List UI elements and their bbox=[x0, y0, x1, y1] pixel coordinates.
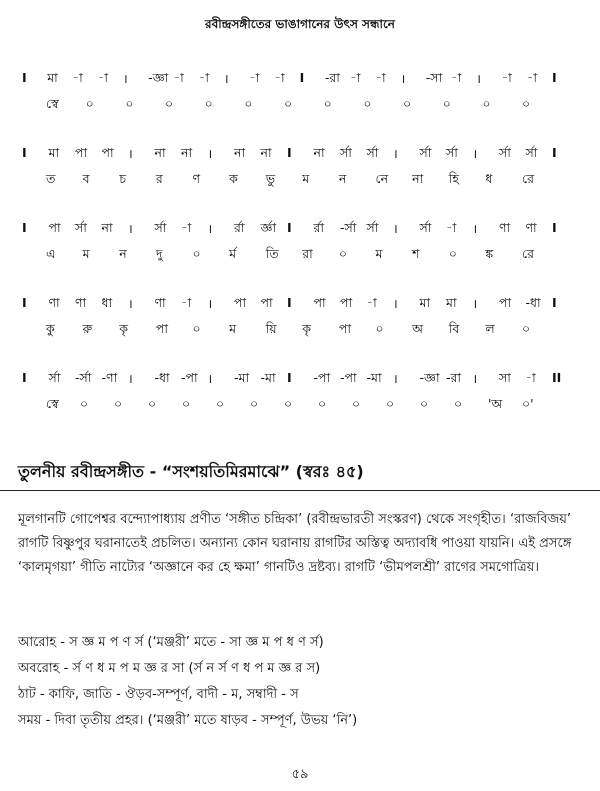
swara-token: -ণা bbox=[101, 370, 118, 385]
swara-token: । bbox=[122, 71, 128, 86]
lyric-token: ০ bbox=[284, 96, 293, 111]
lyric-token: ০ bbox=[250, 396, 259, 411]
lyric-token: স্বে bbox=[46, 96, 59, 111]
swara-token: পা bbox=[313, 295, 326, 310]
lyric-token: দু bbox=[155, 246, 163, 261]
lyric-token: কৃ bbox=[302, 321, 312, 336]
lyric-token: রা bbox=[302, 246, 313, 261]
lyric-token: নে bbox=[375, 171, 389, 186]
swara-token: -মা bbox=[260, 370, 276, 385]
swara-token: -া bbox=[274, 70, 285, 85]
swara-token: I bbox=[287, 295, 292, 310]
swara-token: I bbox=[22, 145, 27, 160]
lyric-token: ০ bbox=[192, 246, 201, 261]
lyric-row bbox=[22, 396, 578, 418]
avaroha-line: অবরোহ - র্স ণ ধ ম প ম জ্ঞ র সা (র্স ন র্স ণ ধ প ম জ্ঞ র স) bbox=[18, 661, 321, 676]
swara-token: র্সা bbox=[446, 145, 458, 160]
lyric-token: ০ bbox=[244, 96, 253, 111]
swara-token: মা bbox=[48, 145, 60, 160]
swara-token: I bbox=[22, 70, 27, 85]
swara-token: । bbox=[128, 371, 133, 386]
swara-token: । bbox=[223, 71, 229, 86]
swara-token: ধা bbox=[101, 295, 113, 310]
swara-token: মা bbox=[419, 295, 431, 310]
lyric-row bbox=[22, 321, 578, 343]
lyric-token: ০ bbox=[125, 96, 134, 111]
swara-token: । bbox=[393, 221, 398, 236]
swara-token: I bbox=[22, 295, 27, 310]
lyric-token: ০ bbox=[403, 96, 412, 111]
swara-row bbox=[22, 295, 578, 317]
lyric-token: ক bbox=[229, 171, 238, 186]
lyric-token: ০ bbox=[114, 396, 123, 411]
swara-token: ণা bbox=[75, 295, 87, 310]
swara-row bbox=[22, 145, 578, 167]
lyric-token: ন bbox=[338, 171, 347, 186]
lyric-token: ০ bbox=[454, 396, 463, 411]
swara-token: । bbox=[472, 296, 478, 311]
swara-token: -পা bbox=[313, 370, 331, 385]
section-heading: তুলনীয় রবীন্দ্রসঙ্গীত - “সংশয়তিমিরমাঝে” (স্বরঃ ৪৫) bbox=[18, 462, 364, 481]
lyric-token: ০ bbox=[522, 96, 531, 111]
swara-token: সা bbox=[499, 370, 511, 385]
lyric-token: বি bbox=[448, 321, 460, 336]
lyric-token: কু bbox=[46, 321, 55, 336]
swara-token: র্সা bbox=[499, 145, 511, 160]
swara-token: না bbox=[154, 145, 166, 160]
swara-token: । bbox=[128, 146, 133, 161]
lyric-token: ন bbox=[119, 246, 127, 261]
swara-token: পা bbox=[75, 145, 88, 160]
swara-token: I bbox=[552, 145, 557, 160]
page-number: ৫৯ bbox=[291, 767, 309, 782]
swara-token: II bbox=[552, 370, 562, 385]
swara-token: র্সা bbox=[48, 370, 61, 385]
lyric-token: ০ bbox=[192, 321, 201, 336]
lyric-row bbox=[22, 246, 578, 268]
swara-token: । bbox=[128, 221, 133, 236]
swara-token: । bbox=[393, 146, 398, 161]
swara-token: -পা bbox=[181, 370, 198, 385]
swara-token: পা bbox=[340, 295, 353, 310]
swara-token: -া bbox=[173, 70, 184, 85]
swara-token: -র্সা bbox=[75, 370, 92, 385]
lyric-token: ০ bbox=[182, 396, 191, 411]
lyric-token: 'অ bbox=[488, 396, 503, 411]
lyric-token: ০ bbox=[522, 321, 531, 336]
swara-token: -র্সা bbox=[340, 220, 357, 235]
swara-token: -জ্ঞা bbox=[148, 70, 169, 85]
swara-token: I bbox=[552, 220, 557, 235]
swara-token: -া bbox=[525, 370, 536, 385]
lyric-token: শ bbox=[412, 246, 420, 261]
swara-token: র্সা bbox=[419, 220, 432, 235]
lyric-token: স্বে bbox=[46, 396, 59, 411]
lyric-token: চ bbox=[119, 171, 126, 186]
lyric-token: ০ bbox=[318, 396, 327, 411]
lyric-token: ধ bbox=[485, 171, 493, 186]
swara-token: র্সা bbox=[154, 220, 167, 235]
swara-token: I bbox=[287, 370, 292, 385]
swara-token: -মা bbox=[366, 370, 382, 385]
lyric-token: ০ bbox=[216, 396, 225, 411]
swara-token: -মা bbox=[234, 370, 250, 385]
swara-token: র্রা bbox=[234, 220, 245, 235]
swara-token: র্সা bbox=[525, 145, 538, 160]
swara-token: র্সা bbox=[366, 220, 379, 235]
swara-token: -া bbox=[366, 295, 377, 310]
swara-token: -া bbox=[350, 70, 361, 85]
lyric-token: ০ bbox=[352, 396, 361, 411]
swara-token: -ধা bbox=[154, 370, 170, 385]
lyric-token: পা bbox=[338, 321, 352, 336]
lyric-token: ০ bbox=[482, 96, 491, 111]
swara-token: -পা bbox=[340, 370, 357, 385]
lyric-row bbox=[22, 171, 578, 193]
swara-token: -া bbox=[198, 70, 209, 85]
lyric-token: রু bbox=[82, 321, 93, 336]
swara-token: । bbox=[393, 296, 398, 311]
swara-token: -া bbox=[446, 220, 457, 235]
swara-token: I bbox=[552, 295, 557, 310]
swara-token: । bbox=[472, 221, 478, 236]
description-paragraph: মূলগানটি গোপেশ্বর বন্দ্যোপাধ্যায় প্রণীত ‘সঙ্গীত চন্দ্রিকা’ (রবীন্দ্রভারতী সংস্করণ) থেকে সংগৃহীত। ‘রাজবিজয়’ রাগটি বিষ্ণুপুর ঘরানাতেই প্রচলিত। অন্যান্য কোন ঘরানায় রাগটির অস্তিত্ব অদ্যাবধি পাওয়া যায়নি। এই প্রসঙ্গে ‘কালমৃগয়া’ গীতি নাট্যের ‘অজ্ঞানে কর হে ক্ষমা’ গানটিও দ্রষ্টব্য। রাগটি ‘ভীমপলশ্রী’ রাগের সমগোত্রিয়। bbox=[18, 512, 572, 575]
swara-token: র্সা bbox=[366, 145, 379, 160]
swara-token: র্সা bbox=[419, 145, 432, 160]
page-header: রবীন্দ্রসঙ্গীতের ভাঙাগানের উৎস সন্ধানে bbox=[205, 17, 395, 31]
swara-token: -া bbox=[375, 70, 386, 85]
swara-token: না bbox=[260, 145, 272, 160]
lyric-token: তি bbox=[265, 246, 279, 261]
lyric-token: ০ bbox=[80, 396, 89, 411]
swara-token: মা bbox=[47, 70, 58, 85]
lyric-token: ০ bbox=[338, 246, 348, 261]
swara-token: র্সা bbox=[340, 145, 352, 160]
lyric-token: ০ bbox=[148, 396, 157, 411]
aroha-line: আরোহ - স জ্ঞ ম প ণ র্স (‘মঞ্জরী’ মতে - সা জ্ঞ ম প ধ ণ র্স) bbox=[18, 635, 324, 650]
lyric-token: ম bbox=[375, 246, 383, 261]
thaat-line: ঠাট - কাফি, জাতি - ঔড়ব-সম্পূর্ণ, বাদী - ম, সম্বাদী - স bbox=[18, 687, 299, 702]
samay-line: সময় - দিবা তৃতীয় প্রহর। (‘মঞ্জরী’ মতে ষাড়ব - সম্পূর্ণ, উভয় ‘নি’) bbox=[18, 713, 358, 728]
swara-token: -রা bbox=[324, 70, 340, 85]
lyric-token: ০' bbox=[522, 396, 534, 411]
lyric-token: ঙ্ক bbox=[485, 246, 494, 261]
lyric-token: ০ bbox=[323, 96, 332, 111]
lyric-token: ম bbox=[82, 246, 90, 261]
swara-token: -া bbox=[451, 70, 462, 85]
lyric-token: ম bbox=[229, 321, 237, 336]
swara-token: পা bbox=[234, 295, 247, 310]
swara-token: র্জ্ঞা bbox=[260, 220, 277, 235]
swara-token: না bbox=[101, 220, 113, 235]
swara-token: ণা bbox=[499, 220, 511, 235]
swara-token: পা bbox=[499, 295, 512, 310]
swara-token: -া bbox=[526, 70, 538, 85]
swara-token: I bbox=[552, 70, 557, 85]
swara-token: -া bbox=[181, 220, 192, 235]
swara-token: -রা bbox=[446, 370, 462, 385]
swara-token: পা bbox=[260, 295, 273, 310]
swara-token: -ধা bbox=[525, 295, 541, 310]
swara-token: -জ্ঞা bbox=[419, 370, 440, 385]
swara-token: ণা bbox=[525, 220, 537, 235]
swara-token: । bbox=[472, 371, 478, 386]
swara-token: -া bbox=[97, 70, 108, 85]
swara-row bbox=[22, 370, 578, 392]
lyric-token: ০ bbox=[448, 246, 457, 261]
swara-token: -া bbox=[501, 70, 512, 85]
lyric-token: র্ম bbox=[229, 246, 237, 261]
swara-token: I bbox=[22, 220, 27, 235]
lyric-token: ম bbox=[302, 171, 310, 186]
swara-token: । bbox=[207, 146, 213, 161]
swara-token: । bbox=[207, 371, 213, 386]
swara-token: র্রা bbox=[313, 220, 325, 235]
swara-token: । bbox=[207, 296, 213, 311]
lyric-token: রে bbox=[522, 171, 534, 186]
lyric-token: ল bbox=[485, 321, 495, 336]
lyric-token: এ bbox=[46, 246, 56, 261]
swara-token: । bbox=[400, 71, 406, 86]
lyric-token: ০ bbox=[363, 96, 372, 111]
swara-row bbox=[22, 220, 578, 242]
swara-token: I bbox=[287, 220, 292, 235]
swara-token: -া bbox=[249, 70, 260, 85]
lyric-token: ০ bbox=[375, 321, 384, 336]
swara-token: ণা bbox=[154, 295, 166, 310]
lyric-token: ০ bbox=[420, 396, 429, 411]
swara-token: র্সা bbox=[75, 220, 87, 235]
lyric-token: ০ bbox=[386, 396, 395, 411]
lyric-token: না bbox=[412, 171, 424, 186]
lyric-token: রে bbox=[522, 246, 534, 261]
swara-token: I bbox=[22, 370, 27, 385]
swara-token: । bbox=[393, 371, 398, 386]
swara-token: -সা bbox=[425, 70, 443, 85]
swara-token: না bbox=[234, 145, 246, 160]
lyric-token: হি bbox=[448, 171, 459, 186]
lyric-token: কৃ bbox=[119, 321, 128, 336]
prose-block bbox=[18, 508, 586, 580]
swara-token: I bbox=[287, 145, 292, 160]
swara-token: মা bbox=[446, 295, 457, 310]
swara-token: না bbox=[313, 145, 325, 160]
swara-token: -া bbox=[181, 295, 192, 310]
lyric-token: ০ bbox=[442, 96, 451, 111]
lyric-row bbox=[22, 96, 578, 118]
lyric-token: ০ bbox=[85, 96, 94, 111]
lyric-token: ০ bbox=[165, 96, 174, 111]
lyric-token: র bbox=[155, 171, 163, 186]
swara-row bbox=[22, 70, 578, 92]
swara-token: পা bbox=[48, 220, 61, 235]
swara-token: । bbox=[128, 296, 133, 311]
lyric-token: ণ bbox=[192, 171, 201, 186]
swara-token: I bbox=[299, 70, 305, 85]
swara-token: । bbox=[472, 146, 478, 161]
swara-token: -া bbox=[72, 70, 83, 85]
lyric-token: য়ি bbox=[265, 321, 277, 336]
lyric-token: ত bbox=[46, 171, 56, 186]
swara-token: না bbox=[181, 145, 193, 160]
swara-token: । bbox=[476, 71, 482, 86]
lyric-token: অ bbox=[412, 321, 423, 336]
swara-token: পা bbox=[101, 145, 114, 160]
swara-token: । bbox=[207, 221, 213, 236]
lyric-token: ব bbox=[82, 171, 90, 186]
lyric-token: ০ bbox=[204, 96, 213, 111]
lyric-token: ভু bbox=[265, 171, 276, 186]
lyric-token: পা bbox=[155, 321, 168, 336]
section-divider bbox=[0, 490, 600, 491]
lyric-token: ০ bbox=[284, 396, 293, 411]
swara-token: ণা bbox=[48, 295, 60, 310]
